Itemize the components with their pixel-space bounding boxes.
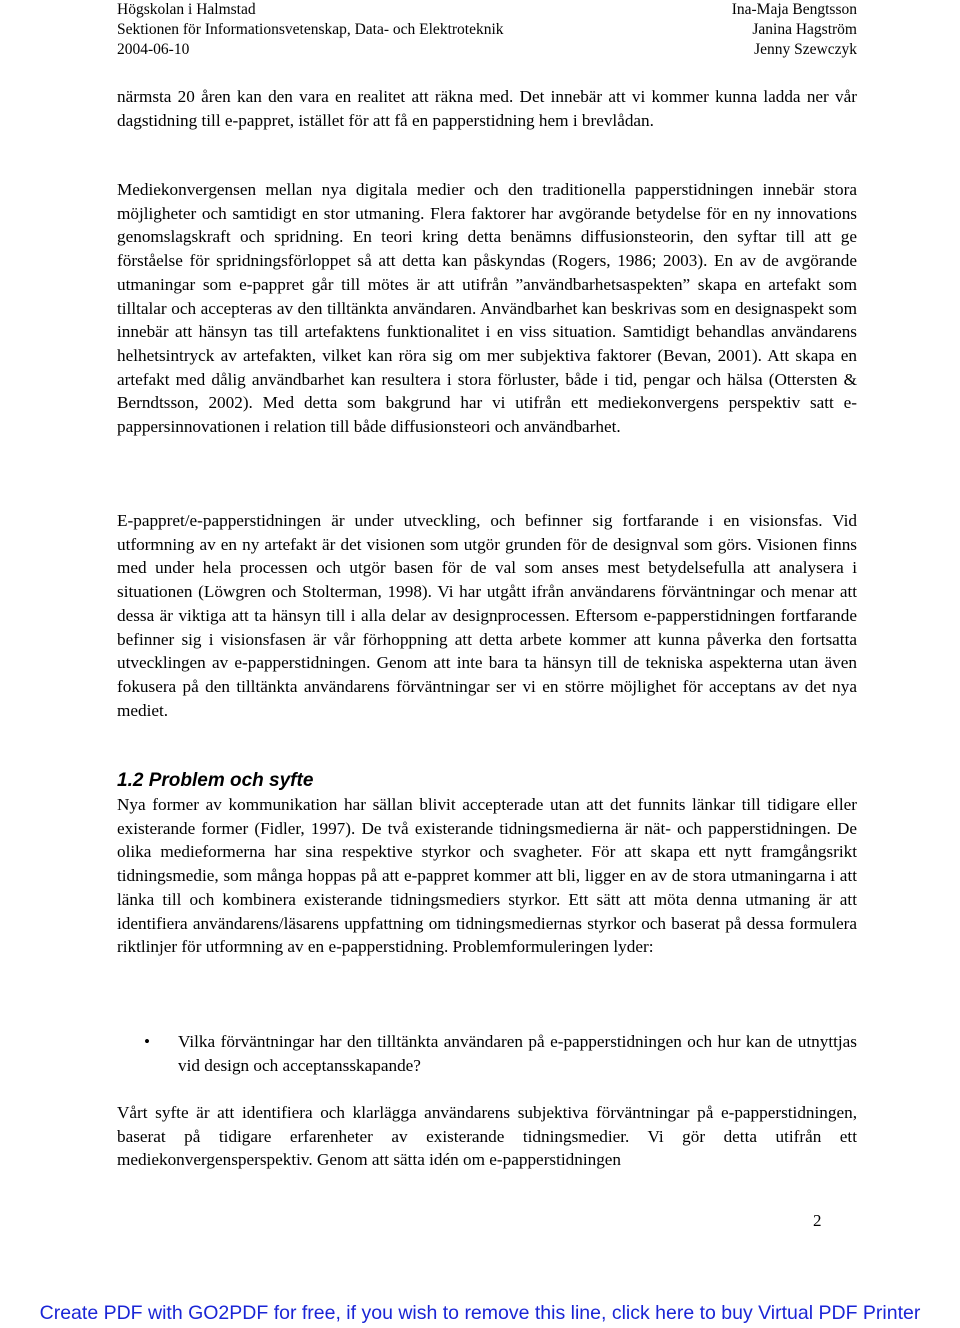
go2pdf-footer-link[interactable]: Create PDF with GO2PDF for free, if you wish to remove this line, click here to buy Virtual PDF Printer <box>39 1302 921 1324</box>
header-author-2: Janina Hagström <box>752 21 857 38</box>
section-heading: 1.2 Problem och syfte <box>117 770 314 791</box>
header-department: Sektionen för Informationsvetenskap, Data- och Elektroteknik <box>117 21 504 38</box>
header-author-3: Jenny Szewczyk <box>754 41 857 58</box>
paragraph-5: Vårt syfte är att identifiera och klarlägga användarens subjektiva förväntningar på e-papperstidningen, baserat på tidigare erfarenheter av existerande tidningsmedier. Vi gör detta utifrån ett mediekonvergensperspektiv. Genom att sätta idén om e-papperstidningen <box>117 1103 857 1170</box>
paragraph-3: E-pappret/e-papperstidningen är under utveckling, och befinner sig fortfarande i en visionsfas. Vid utformning av en ny artefakt är det visionen som utgör grunden för de designval som görs. Visionen finns med under hela processen och utgör basen för de val som anses mest betydelsefulla att analysera i situationen (Löwgren och Stolterman, 1998). Vi har utgått ifrån användarens förväntningar och menar att dessa är viktiga att ta hänsyn till i alla delar av designprocessen. Eftersom e-papperstidningen fortfarande befinner sig i visionsfasen är vår förhoppning att detta arbete kommer att kunna påverka den fortsatta utvecklingen av e-papperstidningen. Genom att inte bara ta hänsyn till de tekniska aspekterna utan även fokusera på den tilltänkta användarens förväntningar ser vi en större möjlighet för acceptans av det nya mediet. <box>117 511 857 720</box>
header-date: 2004-06-10 <box>117 41 190 58</box>
bullet-item: Vilka förväntningar har den tilltänkta användaren på e-papperstidningen och hur kan de utnyttjas vid design och acceptansskapande? <box>178 1032 857 1075</box>
paragraph-1: närmsta 20 åren kan den vara en realitet att räkna med. Det innebär att vi kommer kunna ladda ner vår dagstidning till e-pappret, istället för att få en papperstidning hem i brevlådan. <box>117 87 857 130</box>
page-number: 2 <box>813 1211 822 1230</box>
header-author-1: Ina-Maja Bengtsson <box>731 1 857 18</box>
paragraph-4: Nya former av kommunikation har sällan blivit accepterade utan att det funnits länkar till tidigare eller existerande former (Fidler, 1997). De två existerande tidningsmedierna är nät- och papperstidningen. De olika medieformerna har sina respektive styrkor och svagheter. För att skapa ett nytt framgångsrikt tidningsmedie, som många hoppas på att e-pappret kommer att bli, ligger en av de stora utmaningarna i att länka till och kombinera existerande tidningsmediers styrkor. Ett sätt att möta denna utmaning är att identifiera användarens/läsarens uppfattning om tidningsmediernas styrkor och baserat på dessa formulera riktlinjer för utformning av en e-papperstidning. Problemformuleringen lyder: <box>117 795 857 957</box>
header-university: Högskolan i Halmstad <box>117 1 256 18</box>
header-right <box>732 0 857 60</box>
bullet-marker: • <box>144 1032 151 1051</box>
paragraph-2: Mediekonvergensen mellan nya digitala medier och den traditionella papperstidningen innebär stora möjligheter och samtidigt en stor utmaning. Flera faktorer har avgörande betydelse för en ny innovations genomslagskraft och spridning. En teori kring detta benämns diffusionsteorin, den syftar till att ge förståelse för spridningsförloppet så att detta kan påskyndas (Rogers, 1986; 2003). En av de avgörande utmaningar som e-pappret går till mötes är att utifrån ”användbarhetsaspekten” skapa en artefakt som tilltalar och accepteras av den tilltänkta användaren. Användbarhet kan beskrivas som en designaspekt som innebär att hänsyn tas till artefaktens funktionalitet i en viss situation. Samtidigt behandlas användarens helhetsintryck av artefakten, vilket kan röra sig om mer subjektiva faktorer (Bevan, 2001). Att skapa en artefakt med dålig användbarhet kan resultera i stora förluster, både i tid, pengar och hälsa (Ottersten & Berndtsson, 2002). Med detta som bakgrund har vi utifrån ett mediekonvergens perspektiv satt e-pappersinnovationen i relation till både diffusionsteori och användbarhet. <box>117 180 857 437</box>
header-left <box>117 0 504 60</box>
